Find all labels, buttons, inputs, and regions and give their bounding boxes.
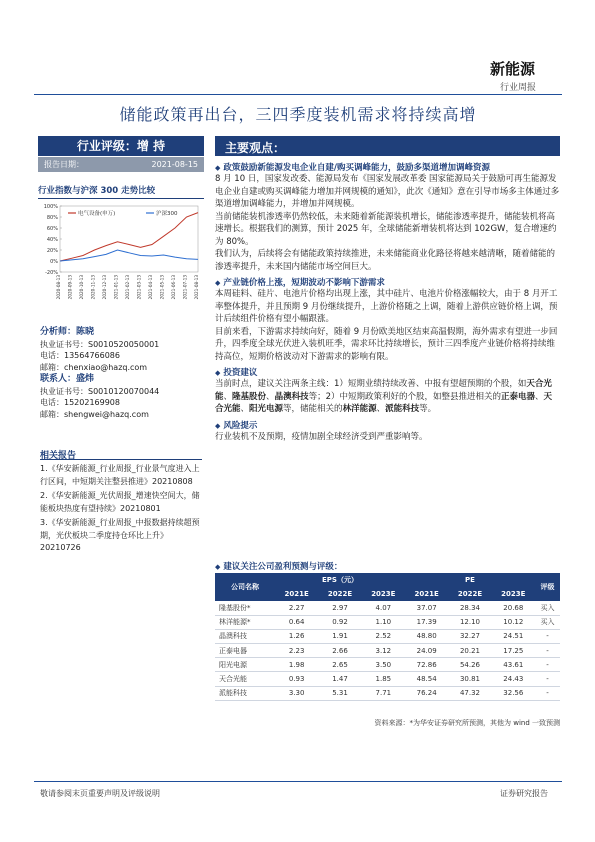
table-cell: 3.30: [275, 686, 318, 700]
table-cell: 1.10: [362, 615, 405, 629]
table-cell: 12.10: [448, 615, 491, 629]
table-cell: 3.12: [362, 644, 405, 658]
report-date-label: 报告日期：: [44, 160, 84, 169]
rating-cell: -: [535, 672, 560, 686]
table-cell: 2.65: [318, 658, 361, 672]
main-view-title: 主要观点：: [225, 141, 286, 155]
table-cell: 2.66: [318, 644, 361, 658]
col-eps: EPS（元）: [275, 573, 405, 587]
table-cell: 3.50: [362, 658, 405, 672]
rating-cell: -: [535, 686, 560, 700]
table-cell: 1.26: [275, 629, 318, 643]
table-cell: 0.64: [275, 615, 318, 629]
table-cell: 37.07: [405, 601, 448, 615]
company-name: 阳光电源: [215, 658, 275, 672]
section-heading: ◆ 政策鼓励新能源发电企业自建/购买调峰能力，鼓励多渠道增加调峰资源: [215, 161, 560, 173]
table-cell: 5.31: [318, 686, 361, 700]
x-tick-label: 2021-06-13: [171, 275, 176, 300]
legend-label: 电气设备(申万): [78, 211, 116, 217]
cert-label: 执业证书号：: [40, 339, 88, 349]
table-cell: 2.97: [318, 601, 361, 615]
sector-title: 新能源: [490, 60, 536, 78]
table-cell: 72.86: [405, 658, 448, 672]
table-row: [215, 686, 560, 700]
cert-value: S0010520050001: [88, 339, 160, 349]
company-name: 天合光能: [215, 672, 275, 686]
col-pe: PE: [405, 573, 535, 587]
phone-value: 13564766086: [64, 351, 120, 360]
analyst-name: 陈晓: [76, 327, 95, 337]
table-cell: 1.98: [275, 658, 318, 672]
legend-label: 沪深300: [156, 211, 178, 217]
analyst-role: 分析师：: [40, 327, 77, 337]
rating-cell: 买入: [535, 615, 560, 629]
table-cell: 48.54: [405, 672, 448, 686]
y-tick-label: 60%: [46, 226, 58, 232]
rating-cell: -: [535, 629, 560, 643]
company-highlight: 正泰电器: [501, 391, 536, 402]
related-report-item[interactable]: 1.《华安新能源_行业周报_行业景气度进入上行区间，中短期关注整县推进》20210808: [40, 464, 200, 486]
related-report-item[interactable]: 2.《华安新能源_光伏周报_增速快空间大，储能板块热度有望持续》20210801: [40, 491, 200, 513]
y-tick-label: 80%: [46, 215, 58, 221]
related-reports-title: 相关报告: [40, 451, 77, 461]
table-cell: 1.47: [318, 672, 361, 686]
col-rating: 评级: [535, 573, 560, 601]
col-year: 2022E: [318, 587, 361, 601]
section-heading: ◆ 风险提示: [215, 419, 560, 431]
table-cell: 10.12: [492, 615, 535, 629]
x-tick-label: 2020-09-13: [67, 275, 73, 300]
table-cell: 17.25: [492, 644, 535, 658]
report-date-bar: [38, 157, 204, 172]
col-year: 2021E: [275, 587, 318, 601]
report-date-value: 2021-08-15: [151, 160, 198, 169]
company-name: 派能科技: [215, 686, 275, 700]
section-heading: ◆ 投资建议: [215, 366, 560, 378]
table-cell: 28.34: [448, 601, 491, 615]
table-cell: 7.71: [362, 686, 405, 700]
company-name: 正泰电器: [215, 644, 275, 658]
contact-role: 联系人：: [40, 374, 77, 384]
table-cell: 0.93: [275, 672, 318, 686]
table-cell: 4.07: [362, 601, 405, 615]
email-label: 邮箱：: [40, 362, 64, 372]
x-tick-label: 2021-04-13: [148, 275, 153, 300]
table-row: [215, 658, 560, 672]
table-cell: 30.81: [448, 672, 491, 686]
company-highlight: 天合光能: [215, 391, 553, 414]
table-row: [215, 629, 560, 643]
chart-title: 行业指数与沪深 300 走势比较: [38, 184, 204, 199]
phone-label: 电话：: [40, 351, 64, 360]
x-tick-label: 2020-11-13: [90, 275, 96, 300]
paragraph: 目前来看，下游需求持续向好，随着 9 月份欧美地区结束高温假期，海外需求有望进一步回升，四季度全球光伏进入装机旺季，需求环比持续增长，预计三四季度产业链价格将持续维持高位，短期价格波动对下游需求的影响有限。: [215, 326, 558, 362]
series-line: [60, 213, 198, 261]
x-tick-label: 2020-08-13: [56, 275, 61, 300]
col-company: 公司名称: [215, 573, 275, 601]
col-year: 2021E: [405, 587, 448, 601]
table-cell: 17.39: [405, 615, 448, 629]
cert-value: S0010120070044: [88, 386, 160, 396]
main-view-header: [215, 136, 560, 156]
rating-cell: -: [535, 644, 560, 658]
x-tick-label: 2021-01-13: [113, 275, 119, 300]
table-cell: 48.80: [405, 629, 448, 643]
x-tick-label: 2021-08-13: [194, 275, 199, 300]
footer-label: 证券研究报告: [500, 789, 548, 798]
y-tick-label: 40%: [46, 237, 58, 243]
contact-name: 盛炜: [76, 374, 95, 384]
table-cell: 1.85: [362, 672, 405, 686]
header-divider: [34, 94, 562, 95]
x-tick-label: 2020-12-13: [102, 275, 107, 300]
table-cell: 0.92: [318, 615, 361, 629]
paragraph: 当前时点，建议关注两条主线：1）短期业绩持续改善、中报有望超预期的个股，如天合光能、隆基股份、晶澳科技等；2）中短期政策利好的个股，如整县推进相关的正泰电器、天合光能、阳光电源等，储能相关的林洋能源、派能科技等。: [215, 379, 553, 414]
company-highlight: 阳光电源: [249, 404, 284, 414]
company-highlight: 隆基股份: [232, 391, 267, 402]
company-highlight: 晶澳科技: [274, 391, 309, 402]
report-type: 行业周报: [500, 83, 537, 93]
table-cell: 1.91: [318, 629, 361, 643]
related-report-item[interactable]: 3.《华安新能源_行业周报_中报数据持续超预期，光伏板块二季度持仓环比上升》20210726: [40, 518, 200, 552]
table-cell: 54.26: [448, 658, 491, 672]
related-divider: [40, 459, 202, 460]
email-link[interactable]: shengwei@hazq.com: [64, 409, 149, 419]
y-tick-label: -20%: [45, 270, 58, 276]
rating-label: 行业评级：: [76, 139, 137, 153]
x-tick-label: 2021-02-13: [125, 275, 130, 300]
table-cell: 24.09: [405, 644, 448, 658]
cert-label: 执业证书号：: [40, 386, 88, 396]
analyst-block: [40, 326, 202, 420]
table-cell: 20.68: [492, 601, 535, 615]
table-cell: 43.61: [492, 658, 535, 672]
x-tick-label: 2021-05-13: [159, 275, 165, 300]
y-tick-label: 0%: [50, 259, 58, 265]
rating-cell: 买入: [535, 601, 560, 615]
company-name: 晶澳科技: [215, 629, 275, 643]
col-year: 2023E: [362, 587, 405, 601]
table-cell: 2.23: [275, 644, 318, 658]
rating-value: 增 持: [136, 139, 166, 153]
table-cell: 24.51: [492, 629, 535, 643]
y-tick-label: 20%: [46, 248, 58, 254]
phone-value: 15202169908: [64, 398, 120, 407]
index-comparison-chart: [38, 200, 204, 318]
related-reports-list: [40, 463, 202, 557]
section-heading: ◆ 产业链价格上涨，短期波动不影响下游需求: [215, 276, 560, 288]
y-tick-label: 100%: [43, 204, 58, 210]
paragraph: 我们认为，后续将会有储能政策持续推进，未来储能商业化路径将越来越清晰，随着储能的渗透率提升，未来国内储能市场空间巨大。: [215, 249, 556, 272]
main-body: [215, 161, 560, 443]
table-row: [215, 615, 560, 629]
table-cell: 2.27: [275, 601, 318, 615]
company-highlight: 天合光能: [215, 379, 552, 402]
footer-divider: [34, 781, 562, 782]
earnings-forecast-table: [215, 573, 560, 701]
email-label: 邮箱：: [40, 409, 64, 419]
paragraph: 本周硅料、硅片、电池片价格均出现上涨，其中硅片、电池片价格涨幅较大，由于 8 月开工率整体提升，并且预期 9 月份继续提升，上游价格随之上调，随着上游供应链价格上调，预计后续组件价格有望小幅跟涨。: [215, 289, 558, 324]
table-cell: 2.52: [362, 629, 405, 643]
table-cell: 47.32: [448, 686, 491, 700]
table-row: [215, 672, 560, 686]
paragraph: 当前储能装机渗透率仍然较低，未来随着新能源装机增长，储能渗透率提升，储能装机将高速增长。根据我们的测算，预计 2025 年，全球储能新增装机将达到 102GW，复合增速约为 80%。: [215, 211, 557, 247]
x-tick-label: 2021-03-13: [136, 275, 142, 300]
industry-rating-bar: [38, 136, 204, 156]
phone-label: 电话：: [40, 398, 64, 407]
table-cell: 32.27: [448, 629, 491, 643]
x-tick-label: 2021-07-13: [182, 275, 188, 300]
rating-cell: -: [535, 658, 560, 672]
company-highlight: 派能科技: [385, 404, 420, 414]
company-name: 隆基股份*: [215, 601, 275, 615]
report-title: 储能政策再出台，三四季度装机需求将持续高增: [119, 105, 477, 124]
col-year: 2022E: [448, 587, 491, 601]
footer-disclaimer[interactable]: 敬请参阅末页重要声明及评级说明: [40, 789, 160, 798]
table-row: [215, 644, 560, 658]
paragraph: 行业装机不及预期，疫情加剧全球经济受到严重影响等。: [215, 431, 428, 442]
table-row: [215, 601, 560, 615]
col-year: 2023E: [492, 587, 535, 601]
table-cell: 76.24: [405, 686, 448, 700]
series-line: [60, 250, 198, 261]
x-tick-label: 2020-10-13: [79, 275, 84, 300]
company-name: 林洋能源*: [215, 615, 275, 629]
company-highlight: 林洋能源: [342, 404, 377, 414]
paragraph: 8 月 10 日，国家发改委、能源局发布《国家发展改革委 国家能源局关于鼓励可再生能源发电企业自建或购买调峰能力增加并网规模的通知》，此次《通知》意在引导市场多主体通过多渠道增加调峰能力，并增加并网规模。: [215, 174, 560, 209]
table-cell: 24.43: [492, 672, 535, 686]
table-cell: 32.56: [492, 686, 535, 700]
table-title: ◆ 建议关注公司盈利预测与评级：: [215, 560, 342, 572]
table-source: 资料来源：*为华安证券研究所预测，其他为 wind 一致预测: [374, 719, 560, 727]
table-cell: 20.21: [448, 644, 491, 658]
chart-svg: [38, 200, 204, 318]
email-link[interactable]: chenxiao@hazq.com: [64, 362, 148, 372]
